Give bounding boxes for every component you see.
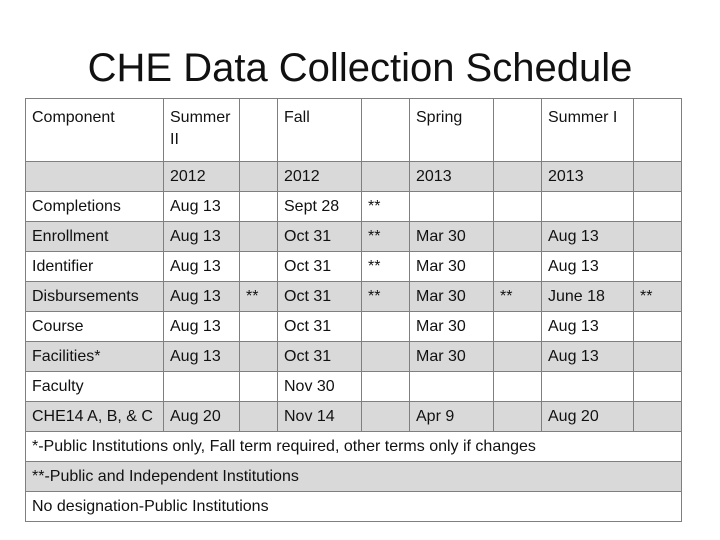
header-summer-i: Summer I — [542, 99, 634, 162]
row-summer-ii: Aug 13 — [164, 312, 240, 342]
row-summer-ii-mark — [240, 222, 278, 252]
row-summer-ii: Aug 13 — [164, 192, 240, 222]
year-spring: 2013 — [410, 162, 494, 192]
header-blank — [240, 99, 278, 162]
row-spring — [410, 372, 494, 402]
header-row — [26, 99, 682, 162]
row-summer-ii-mark: ** — [240, 282, 278, 312]
row-fall-mark — [362, 312, 410, 342]
row-summer-ii-mark — [240, 252, 278, 282]
row-spring-mark — [494, 312, 542, 342]
row-spring-mark — [494, 342, 542, 372]
row-summer-ii — [164, 372, 240, 402]
header-summer-ii: Summer II — [164, 99, 240, 162]
row-summer-ii: Aug 13 — [164, 252, 240, 282]
table-row — [26, 252, 682, 282]
header-component: Component — [26, 99, 164, 162]
row-fall: Nov 30 — [278, 372, 362, 402]
row-spring-mark — [494, 402, 542, 432]
row-summer-i: Aug 13 — [542, 342, 634, 372]
row-summer-i-mark — [634, 192, 682, 222]
year-blank — [362, 162, 410, 192]
row-spring — [410, 192, 494, 222]
row-fall-mark: ** — [362, 192, 410, 222]
row-spring-mark — [494, 222, 542, 252]
header-blank — [634, 99, 682, 162]
row-summer-i: Aug 20 — [542, 402, 634, 432]
row-summer-i-mark — [634, 312, 682, 342]
year-row — [26, 162, 682, 192]
row-spring-mark — [494, 372, 542, 402]
row-spring-mark: ** — [494, 282, 542, 312]
row-component: Disbursements — [26, 282, 164, 312]
row-component: Facilities* — [26, 342, 164, 372]
table-row — [26, 192, 682, 222]
schedule-table — [25, 98, 682, 522]
row-summer-ii: Aug 20 — [164, 402, 240, 432]
row-spring: Mar 30 — [410, 222, 494, 252]
row-summer-ii-mark — [240, 402, 278, 432]
row-summer-i-mark — [634, 402, 682, 432]
year-blank — [634, 162, 682, 192]
year-blank — [240, 162, 278, 192]
row-fall: Oct 31 — [278, 252, 362, 282]
row-component: Identifier — [26, 252, 164, 282]
row-fall-mark: ** — [362, 222, 410, 252]
year-blank — [26, 162, 164, 192]
table-row — [26, 312, 682, 342]
row-spring: Apr 9 — [410, 402, 494, 432]
row-summer-i: Aug 13 — [542, 312, 634, 342]
row-fall: Nov 14 — [278, 402, 362, 432]
row-summer-ii-mark — [240, 342, 278, 372]
row-component: Completions — [26, 192, 164, 222]
row-spring: Mar 30 — [410, 342, 494, 372]
row-fall-mark — [362, 372, 410, 402]
row-summer-i-mark — [634, 222, 682, 252]
row-summer-i-mark — [634, 252, 682, 282]
row-component: Enrollment — [26, 222, 164, 252]
row-fall: Oct 31 — [278, 282, 362, 312]
row-summer-i: June 18 — [542, 282, 634, 312]
footnote-row — [26, 492, 682, 522]
header-blank — [494, 99, 542, 162]
year-fall: 2012 — [278, 162, 362, 192]
table-row — [26, 222, 682, 252]
row-spring: Mar 30 — [410, 312, 494, 342]
header-spring: Spring — [410, 99, 494, 162]
row-summer-ii-mark — [240, 312, 278, 342]
row-summer-ii: Aug 13 — [164, 222, 240, 252]
row-summer-ii-mark — [240, 192, 278, 222]
year-summer-ii: 2012 — [164, 162, 240, 192]
footnote-text: No designation-Public Institutions — [26, 492, 682, 522]
row-component: Course — [26, 312, 164, 342]
footnote-row — [26, 432, 682, 462]
row-spring-mark — [494, 252, 542, 282]
row-summer-i-mark — [634, 342, 682, 372]
row-spring-mark — [494, 192, 542, 222]
row-summer-ii: Aug 13 — [164, 282, 240, 312]
row-fall: Oct 31 — [278, 222, 362, 252]
year-summer-i: 2013 — [542, 162, 634, 192]
table-row — [26, 402, 682, 432]
row-fall-mark — [362, 342, 410, 372]
row-component: CHE14 A, B, & C — [26, 402, 164, 432]
row-fall: Oct 31 — [278, 342, 362, 372]
footnote-row — [26, 462, 682, 492]
row-spring: Mar 30 — [410, 282, 494, 312]
row-summer-i — [542, 372, 634, 402]
row-summer-i-mark — [634, 372, 682, 402]
row-fall: Oct 31 — [278, 312, 362, 342]
footnote-text: **-Public and Independent Institutions — [26, 462, 682, 492]
year-blank — [494, 162, 542, 192]
footnote-text: *-Public Institutions only, Fall term required, other terms only if changes — [26, 432, 682, 462]
row-fall-mark: ** — [362, 252, 410, 282]
row-summer-ii: Aug 13 — [164, 342, 240, 372]
row-fall: Sept 28 — [278, 192, 362, 222]
row-summer-ii-mark — [240, 372, 278, 402]
page-title: CHE Data Collection Schedule — [87, 46, 633, 90]
row-component: Faculty — [26, 372, 164, 402]
row-summer-i: Aug 13 — [542, 222, 634, 252]
row-fall-mark: ** — [362, 282, 410, 312]
row-summer-i — [542, 192, 634, 222]
row-fall-mark — [362, 402, 410, 432]
header-blank — [362, 99, 410, 162]
row-summer-i-mark: ** — [634, 282, 682, 312]
header-fall: Fall — [278, 99, 362, 162]
row-spring: Mar 30 — [410, 252, 494, 282]
row-summer-i: Aug 13 — [542, 252, 634, 282]
table-row — [26, 282, 682, 312]
table-row — [26, 342, 682, 372]
table-row — [26, 372, 682, 402]
